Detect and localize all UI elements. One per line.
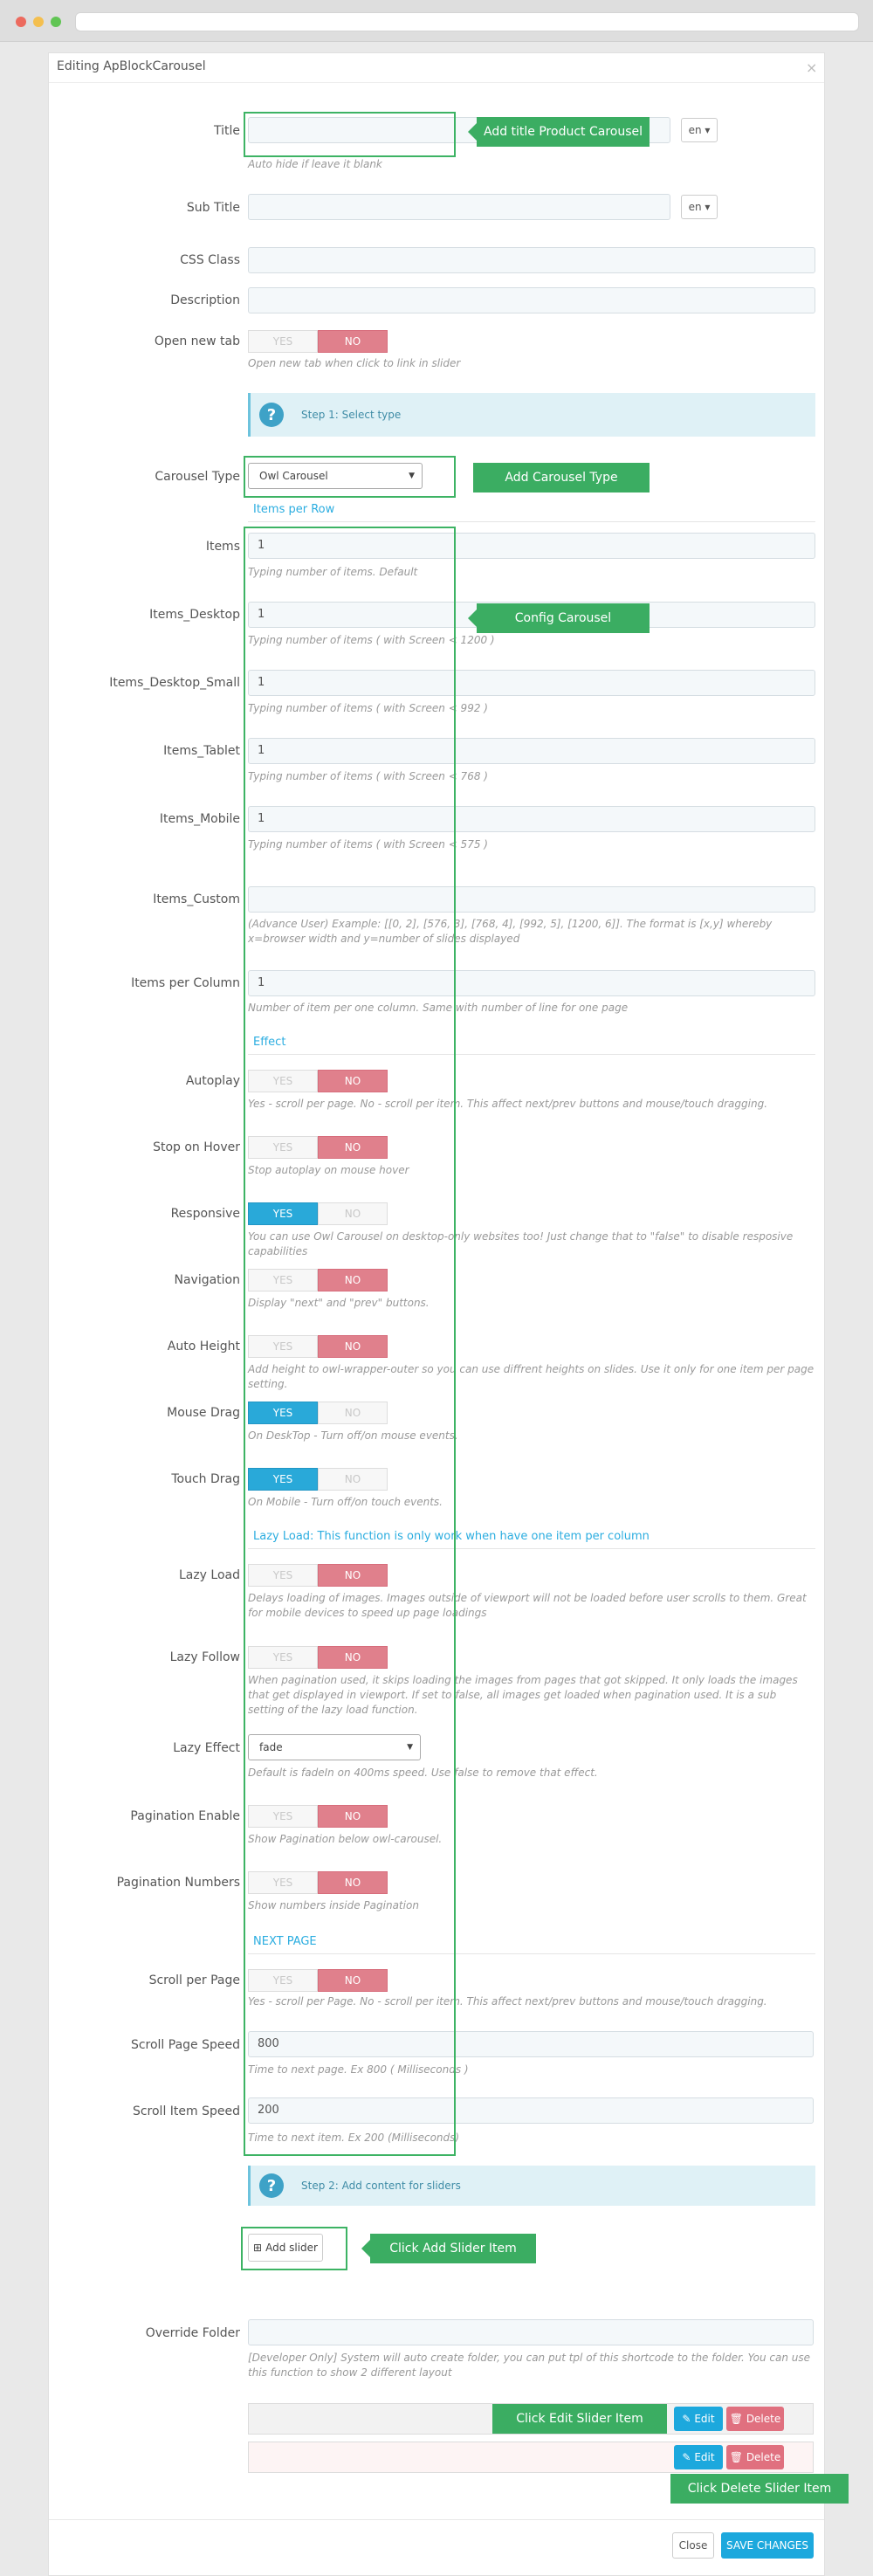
scroll-page-speed-input[interactable]: 800 [248, 2031, 814, 2057]
description-label: Description [170, 293, 240, 307]
yes-option[interactable]: YES [248, 1335, 318, 1358]
title-help: Auto hide if leave it blank [248, 158, 382, 170]
question-icon: ? [259, 403, 284, 427]
callout-edit-slider: Click Edit Slider Item [492, 2404, 667, 2434]
maximize-window-dot[interactable] [51, 17, 61, 27]
add-slider-label: Add slider [265, 2242, 318, 2254]
no-option[interactable]: NO [318, 1136, 388, 1159]
callout-add-title: Add title Product Carousel [477, 117, 650, 147]
step-1-text: Step 1: Select type [301, 409, 402, 421]
callout-carousel-type: Add Carousel Type [473, 463, 650, 492]
autoplay-help: Yes - scroll per page. No - scroll per item. This affect next/prev buttons and mouse/touch dragging. [248, 1098, 768, 1110]
yes-option[interactable]: YES [248, 1402, 318, 1424]
lazy-effect-value: fade [259, 1741, 283, 1753]
items-desktop-help: Typing number of items ( with Screen < 1200 ) [248, 634, 495, 646]
items-per-row-header: Items per Row [248, 503, 815, 522]
no-option[interactable]: NO [318, 1202, 388, 1225]
yes-option[interactable]: YES [248, 1805, 318, 1828]
items-input[interactable]: 1 [248, 533, 815, 559]
navigation-help: Display "next" and "prev" buttons. [248, 1297, 430, 1309]
yes-option[interactable]: YES [248, 1269, 318, 1291]
edit-label: Edit [694, 2413, 715, 2425]
pagination-numbers-help: Show numbers inside Pagination [248, 1899, 419, 1911]
pencil-icon: ✎ [682, 2413, 691, 2425]
no-option[interactable]: NO [318, 1871, 388, 1894]
autoplay-label: Autoplay [185, 1074, 240, 1088]
yes-option[interactable]: YES [248, 1969, 318, 1992]
delete-label: Delete [746, 2451, 781, 2463]
items-label: Items [205, 540, 240, 554]
lazy-effect-label: Lazy Effect [173, 1741, 240, 1755]
modal-title: Editing ApBlockCarousel [57, 59, 206, 73]
yes-option[interactable]: YES [248, 330, 318, 353]
yes-option[interactable]: YES [248, 1468, 318, 1491]
no-option[interactable]: NO [318, 1070, 388, 1092]
yes-option[interactable]: YES [248, 1646, 318, 1669]
open-new-tab-toggle[interactable] [248, 330, 388, 353]
plus-square-icon: ⊞ [253, 2242, 263, 2254]
edit-slider-button[interactable] [674, 2445, 723, 2469]
edit-label: Edit [694, 2451, 715, 2463]
auto-height-label: Auto Height [167, 1340, 240, 1353]
items-mobile-help: Typing number of items ( with Screen < 575 ) [248, 838, 488, 851]
caret-down-icon: ▼ [407, 1743, 413, 1752]
items-desktop-label: Items_Desktop [149, 608, 240, 622]
language-code: en [688, 201, 702, 213]
no-option[interactable]: NO [318, 1646, 388, 1669]
callout-add-slider: Click Add Slider Item [370, 2234, 536, 2263]
scroll-page-speed-help: Time to next page. Ex 800 ( Milliseconds ) [248, 2063, 469, 2076]
items-custom-label: Items_Custom [153, 892, 240, 906]
lazy-load-header: Lazy Load: This function is only work when have one item per column [248, 1530, 815, 1549]
items-mobile-label: Items_Mobile [159, 812, 240, 826]
scroll-page-speed-label: Scroll Page Speed [130, 2038, 240, 2052]
callout-delete-slider: Click Delete Slider Item [670, 2474, 849, 2504]
stop-on-hover-help: Stop autoplay on mouse hover [248, 1164, 409, 1176]
browser-toolbar [0, 0, 873, 42]
carousel-type-label: Carousel Type [155, 470, 240, 484]
close-window-dot[interactable] [16, 17, 26, 27]
scroll-item-speed-label: Scroll Item Speed [132, 2104, 240, 2118]
override-folder-help: [Developer Only] System will auto create folder, you can put tpl of this shortcode to the folder. You can use this function to show 2 different layout [248, 2352, 810, 2379]
callout-config-carousel: Config Carousel [477, 603, 650, 633]
mouse-drag-help: On DeskTop - Turn off/on mouse events. [248, 1429, 458, 1442]
save-changes-button[interactable]: SAVE CHANGES [721, 2532, 814, 2559]
items-tablet-input[interactable]: 1 [248, 738, 815, 764]
responsive-help: You can use Owl Carousel on desktop-only websites too! Just change that to "false" to disable resposive capabilities [248, 1230, 794, 1257]
stop-on-hover-label: Stop on Hover [153, 1140, 240, 1154]
items-desktop-small-label: Items_Desktop_Small [109, 676, 240, 690]
description-input[interactable] [248, 287, 815, 313]
no-option[interactable]: NO [318, 1969, 388, 1992]
items-tablet-help: Typing number of items ( with Screen < 768 ) [248, 770, 488, 782]
touch-drag-help: On Mobile - Turn off/on touch events. [248, 1496, 443, 1508]
auto-height-help: Add height to owl-wrapper-outer so you can use diffrent heights on slides. Use it only for one item per page setting. [248, 1363, 815, 1390]
yes-option[interactable]: YES [248, 1871, 318, 1894]
sub-title-language-select[interactable] [681, 195, 718, 219]
items-desktop-input[interactable]: 1 [248, 602, 815, 628]
navigation-label: Navigation [174, 1273, 240, 1287]
no-option[interactable]: NO [318, 330, 388, 353]
items-per-column-help: Number of item per one column. Same with number of line for one page [248, 1002, 629, 1014]
responsive-label: Responsive [170, 1207, 240, 1221]
carousel-type-value: Owl Carousel [259, 470, 328, 482]
config-highlight-box [244, 527, 456, 2156]
open-new-tab-help: Open new tab when click to link in slider [248, 357, 461, 369]
no-option[interactable]: NO [318, 1468, 388, 1491]
no-option[interactable]: NO [318, 1402, 388, 1424]
lazy-load-help: Delays loading of images. Images outside of viewport will not be loaded before user scrolls to them. Great for mobile devices to speed up page loadings [248, 1592, 807, 1619]
lazy-follow-help: When pagination used, it skips loading the images from pages that got skipped. It only loads the images that get displayed in viewport. If set to false, all images get loaded when pagination used. It is a sub setting of the lazy load function. [248, 1674, 798, 1716]
yes-option[interactable]: YES [248, 1564, 318, 1587]
items-per-column-label: Items per Column [131, 976, 240, 990]
pencil-icon: ✎ [682, 2451, 691, 2463]
caret-down-icon: ▾ [705, 124, 711, 136]
items-mobile-input[interactable]: 1 [248, 806, 815, 832]
pagination-numbers-label: Pagination Numbers [116, 1876, 240, 1890]
effect-header: Effect [248, 1036, 815, 1055]
next-page-header: NEXT PAGE [248, 1935, 815, 1954]
caret-down-icon: ▾ [705, 201, 711, 213]
css-class-label: CSS Class [180, 253, 240, 267]
step-2-text: Step 2: Add content for sliders [301, 2180, 461, 2192]
address-bar[interactable] [75, 12, 859, 31]
items-help: Typing number of items. Default [248, 566, 418, 578]
css-class-input[interactable] [248, 247, 815, 273]
trash-icon: 🗑 [729, 2451, 743, 2463]
divider [49, 82, 824, 83]
yes-option[interactable]: YES [248, 1070, 318, 1092]
lazy-effect-help: Default is fadeIn on 400ms speed. Use false to remove that effect. [248, 1767, 598, 1779]
minimize-window-dot[interactable] [33, 17, 44, 27]
lazy-follow-label: Lazy Follow [169, 1650, 240, 1664]
sub-title-input[interactable] [248, 194, 670, 220]
mouse-drag-label: Mouse Drag [167, 1406, 240, 1420]
delete-label: Delete [746, 2413, 781, 2425]
yes-option[interactable]: YES [248, 1202, 318, 1225]
caret-down-icon: ▼ [409, 472, 415, 480]
delete-slider-button[interactable] [726, 2407, 784, 2431]
no-option[interactable]: NO [318, 1805, 388, 1828]
trash-icon: 🗑 [729, 2413, 743, 2425]
step-2-banner [248, 2166, 815, 2206]
title-highlight-box [244, 112, 456, 157]
title-label: Title [213, 124, 240, 138]
sub-title-label: Sub Title [186, 201, 240, 215]
scroll-item-speed-input[interactable]: 200 [248, 2097, 814, 2124]
scroll-per-page-help: Yes - scroll per Page. No - scroll per item. This affect next/prev buttons and mouse/touch dragging. [248, 1995, 767, 2008]
no-option[interactable]: NO [318, 1564, 388, 1587]
carousel-type-highlight-box [244, 456, 456, 498]
close-button[interactable]: Close [672, 2532, 714, 2559]
touch-drag-label: Touch Drag [171, 1472, 240, 1486]
question-icon: ? [259, 2173, 284, 2198]
scroll-per-page-label: Scroll per Page [148, 1973, 240, 1987]
items-desktop-small-help: Typing number of items ( with Screen < 992 ) [248, 702, 488, 714]
edit-slider-button[interactable] [674, 2407, 723, 2431]
items-per-column-input[interactable]: 1 [248, 970, 815, 996]
title-language-select[interactable] [681, 118, 718, 142]
no-option[interactable]: NO [318, 1269, 388, 1291]
pagination-enable-help: Show Pagination below owl-carousel. [248, 1833, 443, 1845]
items-desktop-small-input[interactable]: 1 [248, 670, 815, 696]
yes-option[interactable]: YES [248, 1136, 318, 1159]
language-code: en [688, 124, 702, 136]
no-option[interactable]: NO [318, 1335, 388, 1358]
items-custom-help: (Advance User) Example: [[0, 2], [576, 3], [768, 4], [992, 5], [1200, 6]]. The format is [x,y] whereby x=browser width and y=number of slides displayed [248, 918, 773, 945]
delete-slider-button[interactable] [726, 2445, 784, 2469]
scroll-item-speed-help: Time to next item. Ex 200 (Milliseconds) [248, 2132, 460, 2144]
override-folder-label: Override Folder [145, 2326, 240, 2340]
footer-divider [49, 2519, 824, 2520]
add-slider-highlight-box [241, 2227, 347, 2270]
lazy-load-label: Lazy Load [178, 1568, 240, 1582]
pagination-enable-label: Pagination Enable [130, 1809, 240, 1823]
override-folder-input[interactable] [248, 2319, 814, 2345]
open-new-tab-label: Open new tab [154, 334, 240, 348]
items-tablet-label: Items_Tablet [163, 744, 240, 758]
step-1-banner [248, 393, 815, 437]
close-icon[interactable]: × [806, 59, 818, 76]
